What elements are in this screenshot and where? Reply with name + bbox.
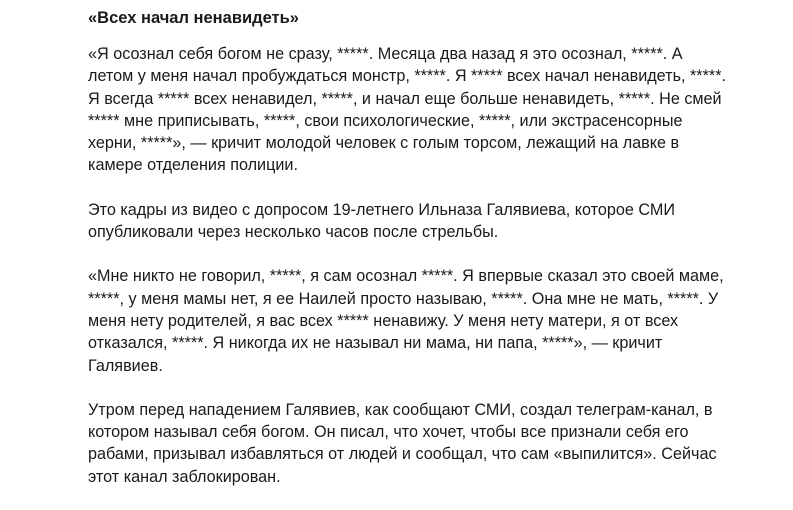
article-heading: «Всех начал ненавидеть»	[88, 9, 299, 27]
article-paragraph-quote-2: «Мне никто не говорил, *****, я сам осознал *****. Я впервые сказал это своей маме, *****, у меня мамы нет, я ее Наилей просто называю, *****. Она мне не мать, *****. У меня нету родителей, я вас всех ***** ненавижу. У меня нету матери, я от всех отказался, *****. Я никогда их не называл ни мама, ни папа, *****», — кричит Галявиев.	[88, 267, 724, 375]
article-paragraph-video-info: Это кадры из видео с допросом 19-летнего Ильназа Галявиева, которое СМИ опубликовали через несколько часов после стрельбы.	[88, 200, 675, 242]
article-paragraph-quote-1: «Я осознал себя богом не сразу, *****. Месяца два назад я это осознал, *****. А летом у меня начал пробуждаться монстр, *****. Я ***** всех начал ненавидеть, *****. Я всегда ***** всех ненавидел, *****, и начал еще больше ненавидеть, *****. Не смей ***** мне приписывать, *****, свои психологические, *****, или экстрасенсорные херни, *****», — кричит молодой человек с голым торсом, лежащий на лавке в камере отделения полиции.	[88, 45, 726, 175]
article-paragraph-telegram: Утром перед нападением Галявиев, как сообщают СМИ, создал телеграм-канал, в котором называл себя богом. Он писал, что хочет, чтобы все признали себя его рабами, призывал избавляться от людей и сообщал, что сам «выпилится». Сейчас этот канал заблокирован.	[88, 400, 717, 486]
article-body	[88, 0, 728, 510]
